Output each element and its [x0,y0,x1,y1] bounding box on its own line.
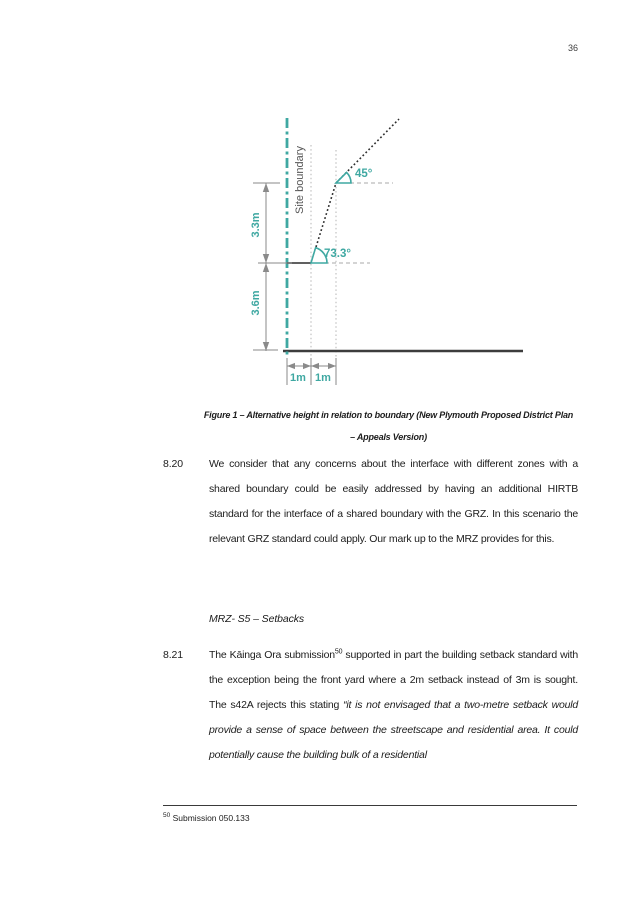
paragraph-text-before-ref: The Kāinga Ora submission [209,649,335,661]
angle-wedge-45 [336,172,351,183]
offset-label-1m-second: 1m [315,372,331,384]
paragraph-text: We consider that any concerns about the interface with different zones with a shared boundary could be easily addressed by having an additional HIRTB standard for the interface of a shared boundary with the GRZ. In this scenario the relevant GRZ standard could apply. Our mark up to the MRZ provides for this. [209,458,578,545]
footnote-50 [163,813,250,823]
dimension-label-3-3m: 3.3m [250,212,262,238]
figure-diagram [200,108,540,395]
paragraph-number: 8.20 [163,458,184,470]
quoted-s42a-text: “it is not envisaged that a two-metre setback would provide a sense of space between the streetscape and residential area. It could potentially cause the building bulk of a residential [209,699,578,761]
height-envelope-line [311,119,399,263]
paragraph-number: 8.21 [163,649,184,661]
footnote-number: 50 [163,812,171,820]
offset-label-1m-first: 1m [290,372,306,384]
page-number: 36 [567,43,578,53]
site-boundary-label: Site boundary [294,146,306,214]
footnote-separator-rule [163,805,577,806]
paragraph-text [209,643,578,768]
paragraph-8-20 [163,452,578,552]
section-heading-mrz-s5-setbacks: MRZ- S5 – Setbacks [209,613,305,625]
dimension-label-3-6m: 3.6m [250,290,262,316]
paragraph-8-21 [163,643,578,768]
paragraph-text-after-ref: supported in part the building setback standard with the exception being the front yard where a 2m setback instead of 3m is sought. The s42A rejects this stating [209,649,578,711]
angle-label-73-3: 73.3° [324,248,351,260]
angle-label-45: 45° [355,168,373,180]
footnote-reference-50: 50 [334,648,343,656]
figure-caption-line-2: – Appeals Version) [350,432,427,442]
footnote-text: Submission 050.133 [170,813,250,823]
figure-caption-line-1: Figure 1 – Alternative height in relation to boundary (New Plymouth Proposed District Plan [203,410,574,420]
figure-caption [200,404,577,448]
